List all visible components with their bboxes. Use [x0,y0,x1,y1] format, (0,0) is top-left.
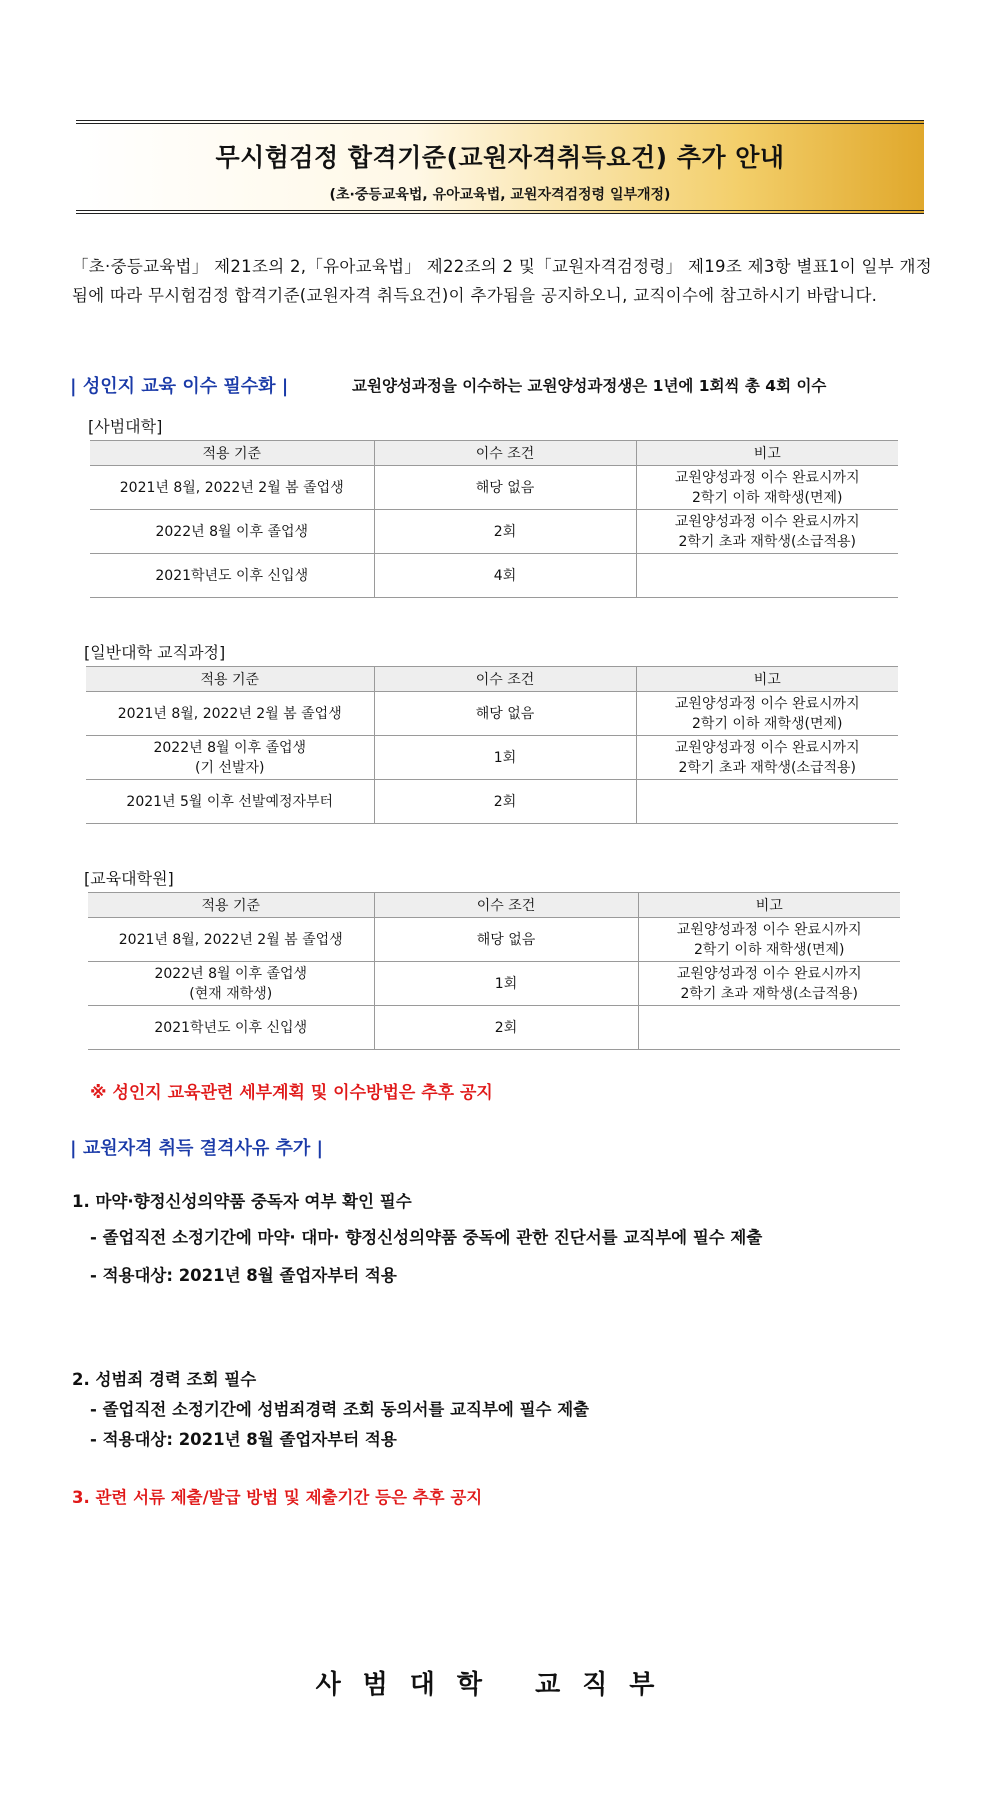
section-note: 교원양성과정을 이수하는 교원양성과정생은 1년에 1회씩 총 4회 이수 [352,377,827,395]
item-1-title: 1. 마약·향정신성의약품 중독자 여부 확인 필수 [72,1192,412,1211]
criteria-cell: 2021년 8월, 2022년 2월 봄 졸업생 [86,692,374,736]
criteria-cell: 2021년 5월 이후 선발예정자부터 [86,780,374,824]
intro-paragraph: 「초·중등교육법」 제21조의 2,「유아교육법」 제22조의 2 및「교원자격검정령」 제19조 제3항 별표1이 일부 개정됨에 따라 무시험검정 합격기준(교원자격 취득요건)이 추가됨을 공지하오니, 교직이수에 참고하시기 바랍니다. [72,257,932,305]
footer-signature: 사범대학 교직부 [315,1670,677,1700]
column-header: 이수 조건 [374,441,636,466]
remark-cell: 교원양성과정 이수 완료시까지 2학기 이하 재학생(면제) [638,918,900,962]
condition-cell: 1회 [374,962,638,1006]
criteria-cell: 2021학년도 이후 신입생 [88,1006,374,1050]
condition-cell: 해당 없음 [374,918,638,962]
condition-cell: 2회 [374,1006,638,1050]
table-row [86,780,898,824]
condition-cell: 해당 없음 [374,466,636,510]
remark-cell [636,554,898,598]
criteria-cell: 2022년 8월 이후 졸업생 [90,510,374,554]
table-row [88,962,900,1006]
remark-cell: 교원양성과정 이수 완료시까지 2학기 초과 재학생(소급적용) [638,962,900,1006]
table-row [86,692,898,736]
item-2-title: 2. 성범죄 경력 조회 필수 [72,1370,257,1389]
remark-cell: 교원양성과정 이수 완료시까지 2학기 이하 재학생(면제) [636,466,898,510]
remark-cell: 교원양성과정 이수 완료시까지 2학기 이하 재학생(면제) [636,692,898,736]
remark-cell [638,1006,900,1050]
section-heading-disqualification: | 교원자격 취득 결격사유 추가 | [70,1138,324,1159]
table-row [88,918,900,962]
page-subtitle: (초·중등교육법, 유아교육법, 교원자격검정령 일부개정) [329,187,671,203]
requirements-table [90,440,898,598]
table-row [88,1006,900,1050]
remark-cell: 교원양성과정 이수 완료시까지 2학기 초과 재학생(소급적용) [636,510,898,554]
criteria-cell: 2021년 8월, 2022년 2월 봄 졸업생 [90,466,374,510]
condition-cell: 1회 [374,736,636,780]
remark-cell: 교원양성과정 이수 완료시까지 2학기 초과 재학생(소급적용) [636,736,898,780]
table-row [86,736,898,780]
requirements-table [88,892,900,1050]
column-header: 적용 기준 [86,667,374,692]
condition-cell: 2회 [374,510,636,554]
title-banner [76,120,924,214]
condition-cell: 해당 없음 [374,692,636,736]
criteria-cell: 2022년 8월 이후 졸업생 (기 선발자) [86,736,374,780]
column-header: 적용 기준 [88,893,374,918]
condition-cell: 2회 [374,780,636,824]
column-header: 비고 [636,441,898,466]
red-notice: ※ 성인지 교육관련 세부계획 및 이수방법은 추후 공지 [90,1083,493,1103]
item-1-line: - 졸업직전 소정기간에 마약· 대마· 향정신성의약품 중독에 관한 진단서를 교직부에 필수 제출 [90,1228,763,1247]
criteria-cell: 2022년 8월 이후 졸업생 (현재 재학생) [88,962,374,1006]
criteria-cell: 2021년 8월, 2022년 2월 봄 졸업생 [88,918,374,962]
table-row [90,510,898,554]
item-2-line: - 졸업직전 소정기간에 성범죄경력 조회 동의서를 교직부에 필수 제출 [90,1400,590,1419]
page-title: 무시험검정 합격기준(교원자격취득요건) 추가 안내 [215,143,785,172]
item-1-line: - 적용대상: 2021년 8월 졸업자부터 적용 [90,1266,397,1285]
table-row [90,554,898,598]
item-2-line: - 적용대상: 2021년 8월 졸업자부터 적용 [90,1430,397,1449]
requirements-table [86,666,898,824]
column-header: 이수 조건 [374,667,636,692]
column-header: 비고 [636,667,898,692]
table-row [90,466,898,510]
criteria-cell: 2021학년도 이후 신입생 [90,554,374,598]
column-header: 비고 [638,893,900,918]
section-heading-gender-education: | 성인지 교육 이수 필수화 | [70,376,289,397]
column-header: 적용 기준 [90,441,374,466]
table-label: [사범대학] [88,417,163,436]
condition-cell: 4회 [374,554,636,598]
item-3-notice: 3. 관련 서류 제출/발급 방법 및 제출기간 등은 추후 공지 [72,1488,483,1507]
table-label: [교육대학원] [84,869,174,888]
remark-cell [636,780,898,824]
column-header: 이수 조건 [374,893,638,918]
table-label: [일반대학 교직과정] [84,643,226,662]
